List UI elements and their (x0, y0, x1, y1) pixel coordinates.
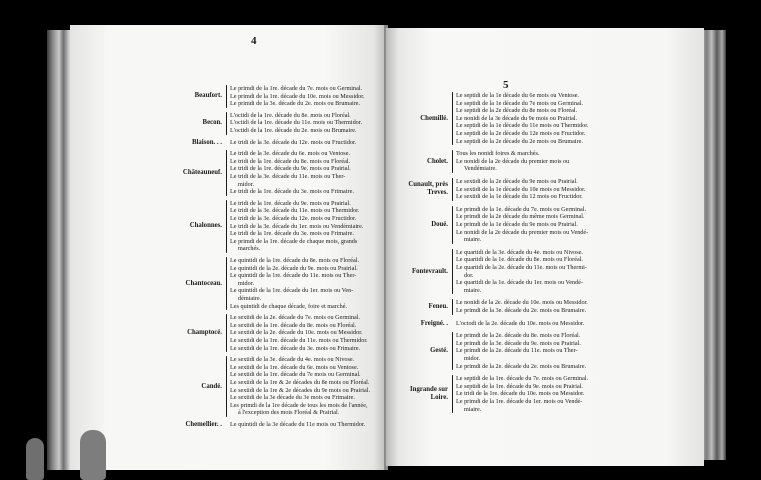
entry-line: Le primdi de la 1re. décade du 1er. mois ou Vendé- (456, 397, 583, 405)
entry-line: Le primdi de la 3e. décade du 2e. mois ou Brumaire. (230, 100, 361, 108)
entry-line: Le tridi de la 3e. décade du 1er. mois ou Vendémiaire. (230, 222, 364, 230)
entry-line: Le nonidi de la 2e. décade du 10e. mois ou Messidor. (456, 299, 588, 307)
entry-line: Le primdi de la 3e. décade du 9e. mois ou Prairial. (456, 339, 581, 347)
entry-line: Le tridi de la 3e. décade du 12e. mois ou Fructidor. (230, 214, 357, 222)
entry-line: Le tridi de la 3e. décade du 6e. mois ou Ventose. (230, 150, 350, 158)
entry-line: Le sextidi de la 1re. décade du 11e. mois ou Thermidor. (230, 336, 368, 344)
place-name: Freigné. . (420, 319, 448, 327)
entry-line: Le quintidi de la 2e. décade du 9e. mois ou Prairial. (230, 264, 358, 272)
entry-line: démiaire. (238, 294, 262, 302)
entry-line: Le septidi de la 1e décade du 6e mois ou Ventose. (456, 92, 580, 99)
entry-line: midor. (464, 354, 480, 362)
place-name: Champtocé. (187, 329, 222, 337)
entry-line: Le tridi de la 1re. décade du 3e. mois ou Frimaire. (230, 230, 354, 238)
entry-line: Le septidi de la 1re. décade du 9e. mois ou Prairial. (456, 382, 583, 390)
entry-line: Le nonidi de la 3e décade du 9e mois ou Prairial. (456, 114, 578, 122)
entry-line: Le tridi de la 3e. décade du 11e. mois ou Ther- (230, 172, 346, 180)
place-name: Cunault, près Treves. (408, 181, 448, 196)
place-name: Cholet. (427, 157, 448, 165)
right-page (386, 28, 704, 466)
entry-line: Le sextidi de la 3e décade du 3e mois ou Frimaire. (230, 394, 355, 402)
entry-line: Le primdi de la 1re. décade de chaque mois, grands (230, 237, 358, 245)
entry-line: Le nonidi de la 2e décade du premier mois ou Vendé- (456, 228, 589, 236)
entry-line: Le sextidi de la 3e. décade du 4e. mois ou Nivose. (230, 356, 355, 364)
entry-line: L'octidi de la 1re. décade du 2e. mois ou Brumaire. (230, 126, 357, 134)
entry-line: Le sextidi de la 2e. décade du 10e. mois ou Messidor. (230, 329, 363, 337)
brace-bracket (226, 257, 227, 310)
entry-line: à l'exception des mois Floréal & Prairial. (238, 409, 340, 417)
entry-line: Le quintidi de la 1re. décade du 1er. mois ou Ven- (230, 287, 354, 295)
brace-bracket (452, 375, 453, 413)
place-name: Gesté. (430, 347, 448, 355)
entry-line: Le sextidi de la 1re. décade du 8e. mois ou Floréal. (230, 321, 357, 329)
brace-bracket (452, 206, 453, 244)
entry-line: Le septidi de la 1e décade du 11e mois ou Thermidor. (456, 122, 589, 130)
entry-line: Le septidi de la 2e décade du 2e mois ou Brumaire. (456, 137, 583, 145)
entry-line: Le primdi de la 1e. décade du 7e. mois ou Germinal. (456, 205, 587, 213)
place-name: Chemellier. . (185, 421, 222, 428)
brace-bracket (226, 150, 227, 196)
entry-line: Le primdi de la 1re. décade du 10e. mois ou Messidor. (230, 92, 365, 100)
entry-line: Le sextidi de la 1re & 2e décades du 9e mois ou Prairial. (230, 386, 371, 394)
entry-line: L'octidi de la 1re. décade du 11e. mois ou Thermidor. (230, 119, 363, 127)
place-name: Beaufort. (194, 92, 222, 100)
place-name: Chemillé. (420, 114, 448, 122)
entry-line: Le primdi de la 3e. décade du 2e. mois ou Brumaire. (456, 306, 587, 314)
entry-line: Le sextidi de la 1re. décade du 7e mois ou Germinal. (230, 371, 361, 379)
place-name: Fontevrault. (411, 267, 448, 275)
brace-bracket (452, 299, 453, 314)
entry-line: Le sextidi de la 2e décade du 9e mois ou Prairial. (456, 178, 578, 185)
entry-line: Le primdi de la 2e décade du même mois Germinal. (456, 213, 585, 221)
entry-line: miaire. (464, 236, 482, 244)
place-name: Ingrande sur Loire. (410, 386, 448, 401)
place-name: Candé. (201, 382, 222, 390)
entry-line: miaire. (464, 405, 482, 413)
entry-line: Le primdi de la 2e. décade du 11e. mois ou Ther- (456, 347, 578, 355)
entry-line: L'octodi de la 2e. décade du 10e. mois ou Messidor. (456, 319, 585, 327)
entry-line: Le septidi de la 1re. décade du 7e. mois ou Germinal. (456, 375, 589, 383)
entry-line: Le tridi de la 3e. décade du 11e. mois ou Thermidor. (230, 207, 360, 215)
entry-line: Le quintidi de la 3e décade du 11e mois ou Thermidor. (230, 421, 366, 428)
brace-bracket (226, 200, 227, 253)
entry-line: Le septidi de la 2e décade du 8e mois ou Floréal. (456, 107, 578, 115)
entry-line: Le quintidi de la 1re. décade du 11e. mois ou Ther- (230, 272, 357, 280)
entry-line: Le sextidi de la 1re. décade du 6e. mois ou Ventose. (230, 363, 359, 371)
brace-bracket (452, 332, 453, 370)
place-name: Châteauneuf. (182, 168, 222, 176)
entry-line: Tous les nonidi foires & marchés. (456, 150, 540, 158)
entry-line: Le sextidi de la 1re & 2e décades du 8e mois ou Floréal. (230, 378, 370, 386)
entry-line: dor. (464, 271, 474, 279)
entry-line: Le sextidi de la 2e. décade du 7e. mois ou Germinal. (230, 314, 361, 322)
place-name: Blaison. . . (191, 138, 222, 146)
brace-bracket (452, 150, 453, 173)
entry-line: Le septidi de la 2e décade du 12e mois ou Fructidor. (456, 129, 586, 137)
place-name: Doué. (431, 220, 448, 228)
entry-line: Le primdi de la 1e décade du 9e mois ou Prairial. (456, 220, 578, 228)
place-name: Becon. (202, 119, 222, 127)
finger-holding-page (80, 430, 106, 480)
entry-line: Le sextidi de la 1e décade du 12 mois ou Fructidor. (456, 193, 583, 201)
entry-line: Le quartidi de la 2e. décade du 11e. mois ou Thermi- (456, 263, 587, 271)
entry-line: Le tridi de la 1re. décade du 3e. mois ou Frimaire. (230, 188, 354, 196)
place-name: Chalonnes. (189, 222, 222, 230)
page-number: 4 (251, 35, 257, 47)
entry-line: Les quintidi de chaque décade, foire et marché. (230, 302, 347, 310)
entry-line: Le tridi de la 1re. décade du 9e. mois ou Prairial. (230, 165, 351, 173)
entry-line: L'octidi de la 1re. décade du 8e. mois ou Floréal. (230, 111, 351, 119)
entry-line: Le primdi de la 2e. décade du 8e. mois ou Floréal. (456, 332, 581, 340)
place-name: Feneu. (428, 302, 448, 310)
brace-bracket (452, 92, 453, 145)
entry-line: Le quartidi de la 3e. décade du 4e. mois ou Nivose. (456, 248, 583, 256)
thumb-holding-page (26, 438, 44, 480)
brace-bracket (452, 249, 453, 295)
entry-line: marchés. (238, 245, 261, 253)
brace-bracket (226, 356, 227, 417)
entry-line: Le primdi de la 1re. décade du 7e. mois ou Germinal. (230, 85, 363, 92)
brace-bracket (226, 314, 227, 352)
left-page (70, 25, 386, 470)
entry-line: Le tridi de la 1re. décade du 9e. mois ou Prairial. (230, 199, 351, 207)
entry-line: Le sextidi de la 1e décade du 10e mois ou Messidor. (456, 185, 586, 193)
entry-line: Les primdi de la 1re décade de tous les mois de l'année, (230, 401, 368, 409)
entry-line: Le quartidi de la 1e. décade du 8e. mois ou Floréal. (456, 256, 583, 264)
entry-line: Le quintidi de la 1re. décade du 8e. mois ou Floréal. (230, 257, 360, 264)
entry-line: Le sextidi de la 1re. décade du 3e. mois ou Frimaire. (230, 344, 361, 352)
entry-line: Le tridi de la 1re. décade du 8e. mois ou Floréal. (230, 157, 351, 165)
entry-line: midor. (238, 180, 254, 188)
entry-line: midor. (238, 279, 254, 287)
brace-bracket (226, 112, 227, 135)
entry-line: Le quartidi de la 1e. décade du 1er. mois ou Vendé- (456, 279, 584, 287)
brace-bracket (226, 85, 227, 108)
place-name: Chantoceau. (185, 279, 222, 287)
entry-line: Vendémiaire. (464, 165, 497, 173)
entry-line: Le primdi de la 2e. décade du 2e. mois ou Brumaire. (456, 362, 587, 370)
brace-bracket (452, 178, 453, 201)
entry-line: Le nonidi de la 2e décade du premier mois ou (456, 157, 570, 165)
entry-line: Le tridi de la 3e. décade du 12e. mois ou Fructidor. (230, 138, 357, 146)
entry-line: Le septidi de la 1e décade du 7e mois ou Germinal. (456, 99, 583, 107)
page-number: 5 (503, 79, 509, 91)
entry-line: Le tridi de la 1re. décade du 10e. mois ou Messidor. (456, 390, 585, 398)
entry-line: miaire. (464, 286, 482, 294)
